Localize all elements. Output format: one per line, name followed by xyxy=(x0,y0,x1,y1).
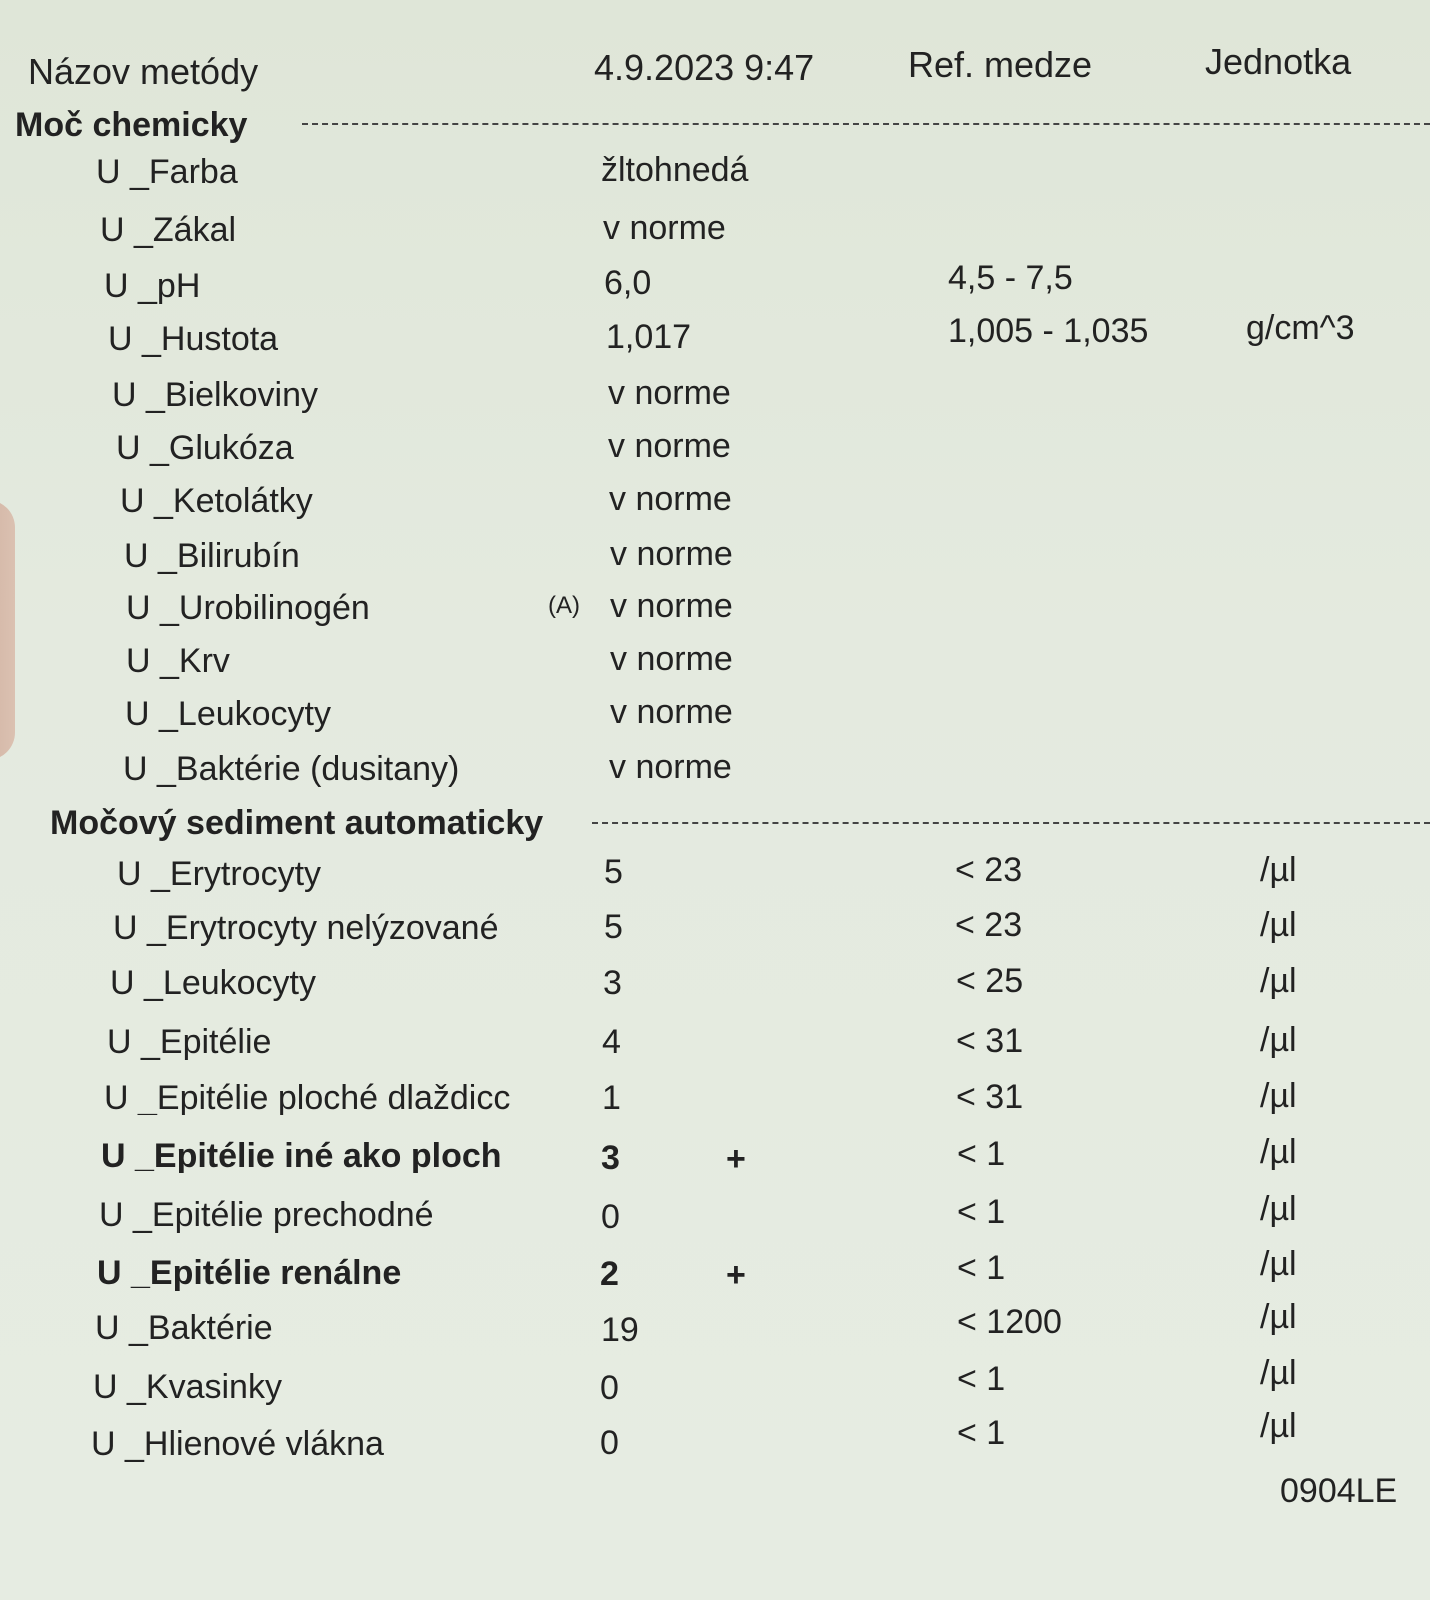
row-value: 4 xyxy=(602,1023,621,1061)
row-flag: (A) xyxy=(548,592,580,619)
section-divider xyxy=(302,123,1430,125)
row-unit: /µl xyxy=(1260,1245,1297,1283)
row-value-abnormal: 3 xyxy=(601,1139,620,1177)
row-value: v norme xyxy=(603,209,726,247)
row-ref: < 23 xyxy=(955,851,1023,889)
row-value: v norme xyxy=(610,693,733,731)
row-name: U _Krv xyxy=(126,642,230,680)
row-unit: /µl xyxy=(1260,1407,1297,1445)
row-value: 1,017 xyxy=(606,318,692,356)
row-name: U _Zákal xyxy=(100,211,237,249)
row-name: U _Epitélie ploché dlaždicc xyxy=(104,1081,511,1115)
row-unit: g/cm^3 xyxy=(1246,309,1355,347)
row-name: U _Erytrocyty xyxy=(117,855,322,893)
row-name: U _Hlienové vlákna xyxy=(91,1425,384,1463)
row-name-abnormal: U _Epitélie iné ako ploch xyxy=(101,1139,502,1173)
row-unit: /µl xyxy=(1260,1298,1297,1336)
row-value: v norme xyxy=(608,374,731,412)
row-name: U _Baktérie xyxy=(95,1309,273,1347)
row-ref: < 31 xyxy=(956,1022,1024,1060)
row-name: U _Hustota xyxy=(108,320,279,358)
row-name-abnormal: U _Epitélie renálne xyxy=(97,1254,402,1292)
row-name: U _Bielkoviny xyxy=(112,376,318,414)
row-unit: /µl xyxy=(1260,962,1297,1000)
row-value: žltohnedá xyxy=(601,151,749,189)
footer-code: 0904LE xyxy=(1280,1472,1398,1510)
row-name: U _Baktérie (dusitany) xyxy=(123,750,460,788)
row-unit: /µl xyxy=(1260,1133,1297,1171)
row-ref: < 23 xyxy=(955,906,1023,944)
header-date-column: 4.9.2023 9:47 xyxy=(594,47,815,88)
row-name: U _Leukocyty xyxy=(125,695,331,733)
row-ref: < 1200 xyxy=(957,1303,1062,1341)
row-value: v norme xyxy=(608,427,731,465)
row-name: U _Leukocyty xyxy=(110,964,316,1002)
row-name: U _Glukóza xyxy=(116,429,294,467)
row-name: U _Epitélie xyxy=(107,1023,272,1061)
row-ref: < 1 xyxy=(957,1193,1006,1231)
row-value-abnormal: 2 xyxy=(600,1255,619,1293)
row-ref: 4,5 - 7,5 xyxy=(948,259,1073,297)
row-name: U _Bilirubín xyxy=(124,537,300,575)
row-unit: /µl xyxy=(1260,1021,1297,1059)
row-name: U _Urobilinogén xyxy=(126,589,370,627)
header-ref-column: Ref. medze xyxy=(908,44,1093,85)
row-value: v norme xyxy=(609,480,732,518)
row-abnormal-mark: + xyxy=(726,1256,746,1294)
row-name: U _Erytrocyty nelýzované xyxy=(113,909,499,947)
row-ref: < 1 xyxy=(957,1135,1006,1173)
row-value: 1 xyxy=(602,1079,621,1117)
row-name: U _Kvasinky xyxy=(93,1368,282,1406)
row-value: 0 xyxy=(600,1369,619,1407)
row-abnormal-mark: + xyxy=(726,1140,746,1178)
row-unit: /µl xyxy=(1260,851,1297,889)
row-value: v norme xyxy=(610,535,733,573)
row-value: v norme xyxy=(610,587,733,625)
row-unit: /µl xyxy=(1260,1077,1297,1115)
row-value: 6,0 xyxy=(604,264,652,302)
header-name-column: Názov metódy xyxy=(28,51,259,92)
row-value: v norme xyxy=(609,748,732,786)
row-ref: < 31 xyxy=(956,1078,1024,1116)
row-name: U _Epitélie prechodné xyxy=(99,1196,434,1234)
row-ref: < 1 xyxy=(957,1414,1006,1452)
row-value: 0 xyxy=(600,1424,619,1462)
section-title-sediment: Močový sediment automaticky xyxy=(50,804,544,842)
row-ref: 1,005 - 1,035 xyxy=(948,312,1149,350)
row-value: 3 xyxy=(603,964,622,1002)
row-ref: < 1 xyxy=(957,1249,1006,1287)
row-name: U _Farba xyxy=(96,153,238,191)
finger-shadow xyxy=(0,500,15,760)
section-title-chemical: Moč chemicky xyxy=(15,106,248,144)
row-unit: /µl xyxy=(1260,1190,1297,1228)
row-unit: /µl xyxy=(1260,1354,1297,1392)
row-value: 5 xyxy=(604,853,623,891)
header-unit-column: Jednotka xyxy=(1205,41,1352,82)
row-ref: < 25 xyxy=(956,962,1024,1000)
row-value: 5 xyxy=(604,908,623,946)
section-divider xyxy=(592,822,1430,824)
row-name: U _Ketolátky xyxy=(120,482,313,520)
row-value: 0 xyxy=(601,1198,620,1236)
row-name: U _pH xyxy=(104,267,201,305)
row-value: 19 xyxy=(601,1311,639,1349)
row-ref: < 1 xyxy=(957,1360,1006,1398)
row-unit: /µl xyxy=(1260,906,1297,944)
row-value: v norme xyxy=(610,640,733,678)
